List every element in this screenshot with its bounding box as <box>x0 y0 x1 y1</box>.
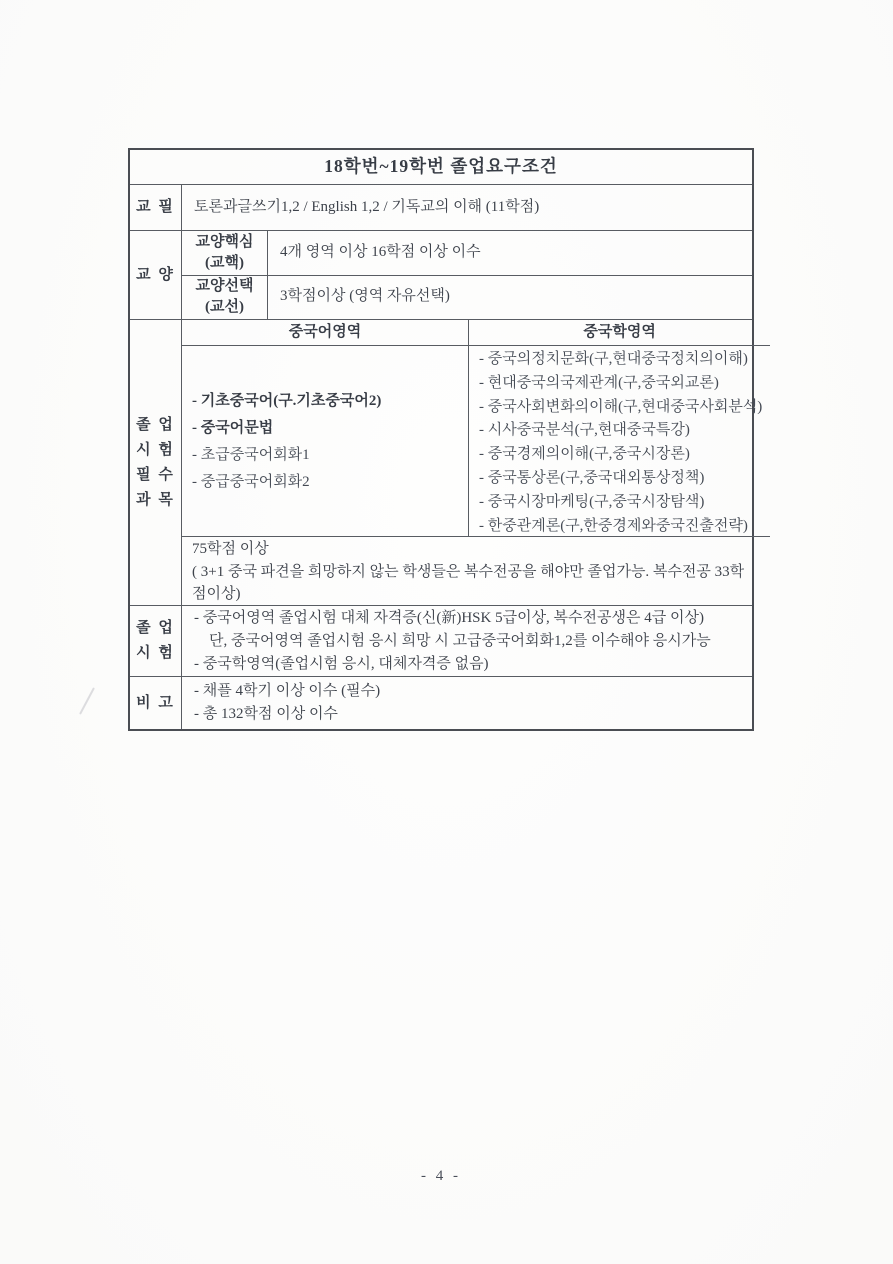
page-number: - 4 - <box>421 1168 461 1184</box>
gyoyang-core-label-line2: (교핵) <box>205 254 244 271</box>
course-item: - 초급중국어회화1 <box>192 447 310 463</box>
gyopil-row <box>130 184 752 230</box>
course-item: - 한중관계론(구,한중경제와중국진출전략) <box>479 517 748 534</box>
table-title: 18학번~19학번 졸업요구조건 <box>324 156 558 177</box>
remarks-label-cell <box>130 677 182 729</box>
graduation-exam-content-cell <box>182 606 752 676</box>
gyoyang-core-label-cell <box>182 231 268 275</box>
gyoyang-elective-content: 3학점이상 (영역 자유선택) <box>280 288 450 305</box>
course-item: - 중국경제의이해(구,중국시장론) <box>479 446 690 463</box>
course-item: - 시사중국분석(구,현대중국특강) <box>479 422 690 439</box>
remarks-row <box>130 676 752 729</box>
graduation-exam-line: - 중국어영역 졸업시험 대체 자격증(신(新)HSK 5급이상, 복수전공생은 4급 이상) <box>194 609 704 626</box>
gyoyang-elective-label-line1: 교양선택 <box>195 278 254 295</box>
required-courses-label-line3: 필 수 <box>136 466 175 483</box>
gyoyang-subrows <box>182 231 752 319</box>
gyopil-content-cell <box>182 185 752 230</box>
table-title-row <box>130 150 752 184</box>
gyopil-label-cell <box>130 185 182 230</box>
graduation-exam-label-line1: 졸 업 <box>136 620 175 636</box>
course-item: - 중국사회변화의이해(구,현대중국사회분석) <box>479 398 763 415</box>
gyoyang-core-content-cell <box>268 231 752 275</box>
graduation-exam-line: 단, 중국어영역 졸업시험 응시 희망 시 고급중국어회화1,2를 이수해야 응시가능 <box>209 632 711 649</box>
course-item: - 중국어문법 <box>192 420 274 436</box>
gyoyang-label-cell <box>130 231 182 319</box>
remarks-line: - 채플 4학기 이상 이수 (필수) <box>194 683 381 699</box>
credit-note-line: 점이상) <box>192 586 241 602</box>
credit-note-line: 75학점 이상 <box>192 541 269 557</box>
courses-body <box>182 345 770 536</box>
gyoyang-core-content: 4개 영역 이상 16학점 이상 이수 <box>280 243 481 260</box>
pencil-smudge-mark <box>79 687 95 714</box>
course-item: - 중급중국어회화2 <box>192 474 310 490</box>
gyoyang-elective-label-line2: (교선) <box>205 299 244 316</box>
remarks-content-cell <box>182 677 752 729</box>
gyopil-content: 토론과글쓰기1,2 / English 1,2 / 기독교의 이해 (11학점) <box>194 198 540 215</box>
courses-header-row <box>182 320 770 345</box>
course-item: - 중국의정치문화(구,현대중국정치의이해) <box>479 351 748 367</box>
gyoyang-elective-label-cell <box>182 276 268 320</box>
chinese-studies-course-list <box>469 346 770 536</box>
credit-note-line: ( 3+1 중국 파견을 희망하지 않는 학생들은 복수전공을 해야만 졸업가능. 복수전공 33학 <box>192 563 745 580</box>
required-courses-label-line4: 과 목 <box>136 491 175 508</box>
credit-requirement-note <box>182 536 770 607</box>
required-courses-label-cell <box>130 320 182 605</box>
graduation-exam-label-cell <box>130 606 182 676</box>
course-item: - 현대중국의국제관계(구,중국외교론) <box>479 374 719 391</box>
course-item: - 기초중국어(구.기초중국어2) <box>192 393 382 409</box>
chinese-studies-column-header: 중국학영역 <box>583 323 656 340</box>
course-item: - 중국통상론(구,중국대외통상정책) <box>479 469 705 486</box>
courses-area <box>182 320 770 605</box>
remarks-label: 비 고 <box>136 694 175 711</box>
remarks-line: - 총 132학점 이상 이수 <box>194 706 338 722</box>
graduation-requirements-table <box>128 148 763 731</box>
gyoyang-label: 교 양 <box>136 266 175 283</box>
gyoyang-core-label-line1: 교양핵심 <box>195 233 254 250</box>
required-courses-row <box>130 319 763 605</box>
gyoyang-elective-subrow <box>182 275 752 320</box>
required-courses-label-line1: 졸 업 <box>136 416 175 433</box>
graduation-exam-row <box>130 605 752 676</box>
course-item: - 중국시장마케팅(구,중국시장탐색) <box>479 493 705 510</box>
gyoyang-core-subrow <box>182 231 752 275</box>
gyopil-label: 교 필 <box>136 199 175 215</box>
gyoyang-row <box>130 230 752 319</box>
required-courses-label-line2: 시 험 <box>136 441 175 458</box>
gyoyang-elective-content-cell <box>268 276 752 320</box>
chinese-language-course-list <box>182 346 469 536</box>
graduation-exam-label-line2: 시 험 <box>136 645 175 661</box>
chinese-language-column-header: 중국어영역 <box>182 320 469 345</box>
graduation-exam-line: - 중국학영역(졸업시험 응시, 대체자격증 없음) <box>194 655 489 672</box>
